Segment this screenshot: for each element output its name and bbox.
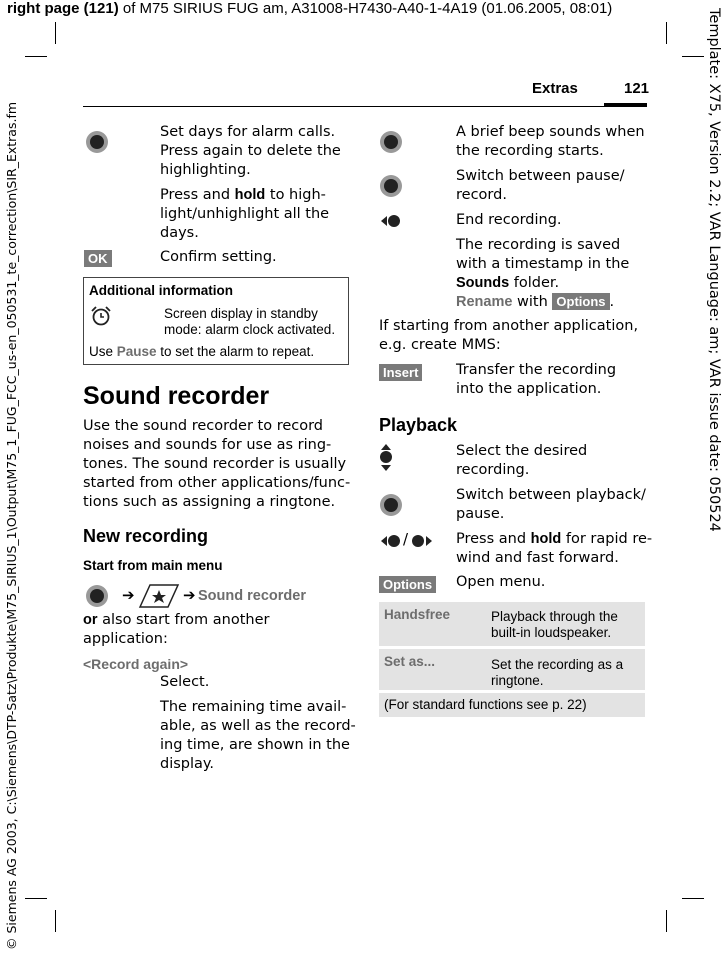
slash-separator: / <box>403 530 409 548</box>
crop-mark <box>682 56 704 57</box>
nav-right-icon <box>412 535 424 547</box>
navigation-key-icon <box>86 131 108 153</box>
start-main-menu-label: Start from main menu <box>83 558 223 573</box>
right-arrow-icon <box>426 536 432 546</box>
rewind-forward-text: Press and hold for rapid re- wind and fast forward. <box>456 531 653 566</box>
sound-recorder-intro: Use the sound recorder to record noises and sounds for use as ring- tones. The sound recorder is usually started from other applications/func- tions such as assigning a ringtone. <box>83 418 351 510</box>
confirm-setting-text: Confirm setting. <box>160 249 277 265</box>
alarm-days-text: Set days for alarm calls. Press again to delete the highlighting. <box>160 124 341 178</box>
arrow-icon: ➔ <box>122 586 135 604</box>
switch-playback-text: Switch between playback/ pause. <box>456 487 646 522</box>
table-row <box>379 649 645 690</box>
if-starting-text: If starting from another application, e.g. create MMS: <box>379 318 639 353</box>
print-page-label: right page (121) <box>7 0 119 17</box>
switch-pause-text: Switch between pause/ record. <box>456 168 625 203</box>
table-desc: Playback through the built-in loudspeaker. <box>491 609 618 640</box>
navigation-key-icon <box>86 585 108 607</box>
crop-mark <box>25 56 47 57</box>
playback-heading: Playback <box>379 415 458 435</box>
crop-mark <box>55 910 56 932</box>
table-row <box>379 602 645 646</box>
select-text: Select. <box>160 674 210 690</box>
record-again-softkey: <Record again> <box>83 656 189 672</box>
nav-left-icon <box>388 535 400 547</box>
end-recording-text: End recording. <box>456 212 562 228</box>
nav-left-icon <box>388 215 400 227</box>
info-title: Additional information <box>89 283 233 298</box>
additional-info-box <box>83 277 349 365</box>
crop-mark <box>55 22 56 44</box>
ok-key: OK <box>84 248 112 267</box>
beep-text: A brief beep sounds when the recording starts. <box>456 124 645 159</box>
right-margin-template: Template: X75, Version 2.2; VAR Language: am; VAR issue date: 050524 <box>706 8 722 532</box>
left-margin-path: © Siemens AG 2003, C:\Siemens\DTP-Satz\Produkte\M75_SIRIUS_1\Output\M75_1_FUG_FCC_us-en_050531_te_correction\SIR_Extras.fm <box>4 101 19 950</box>
table-footer: (For standard functions see p. 22) <box>379 693 645 717</box>
table-key: Set as... <box>384 654 436 669</box>
or-start-text: or also start from another application: <box>83 612 270 647</box>
nav-updown-icon <box>380 451 392 463</box>
sound-recorder-menu-item: Sound recorder <box>198 588 306 604</box>
hold-text: Press and hold to high- light/unhighlight all the days. <box>160 187 330 241</box>
header-rule-accent <box>604 103 647 106</box>
left-arrow-icon <box>381 216 387 226</box>
crop-mark <box>666 910 667 932</box>
options-table <box>379 602 645 717</box>
print-info-line <box>7 0 612 17</box>
info-row1-text: Screen display in standby mode: alarm clock activated. <box>164 306 336 337</box>
table-key: Handsfree <box>384 607 451 622</box>
crop-mark <box>25 898 47 899</box>
remaining-time-text: The remaining time avail- able, as well as the record- ing time, are shown in the display. <box>160 699 356 772</box>
crop-mark <box>682 898 704 899</box>
arrow-icon: ➔ <box>183 586 196 604</box>
select-recording-text: Select the desired recording. <box>456 443 588 478</box>
down-arrow-icon <box>381 465 391 471</box>
transfer-text: Transfer the recording into the application. <box>456 362 617 397</box>
alarm-clock-icon <box>90 305 112 327</box>
info-row2-text: Use Pause to set the alarm to repeat. <box>89 344 315 359</box>
section-title: Extras <box>532 80 578 97</box>
saved-text: The recording is saved with a timestamp in the Sounds folder. Rename with Options . <box>456 237 630 310</box>
insert-key: Insert <box>379 362 422 381</box>
left-arrow-icon <box>381 536 387 546</box>
up-arrow-icon <box>381 444 391 450</box>
extras-menu-icon <box>138 583 180 609</box>
navigation-key-icon <box>380 494 402 516</box>
page-number: 121 <box>624 80 650 97</box>
navigation-key-icon <box>380 175 402 197</box>
crop-mark <box>666 22 667 44</box>
open-menu-text: Open menu. <box>456 574 546 590</box>
print-file-info: of M75 SIRIUS FUG am, A31008-H7430-A40-1-4A19 (01.06.2005, 08:01) <box>118 0 613 17</box>
navigation-key-icon <box>380 131 402 153</box>
table-desc: Set the recording as a ringtone. <box>491 657 624 688</box>
new-recording-heading: New recording <box>83 526 209 546</box>
options-key: Options <box>379 574 436 593</box>
header-rule <box>83 106 647 107</box>
sound-recorder-heading: Sound recorder <box>83 382 270 410</box>
